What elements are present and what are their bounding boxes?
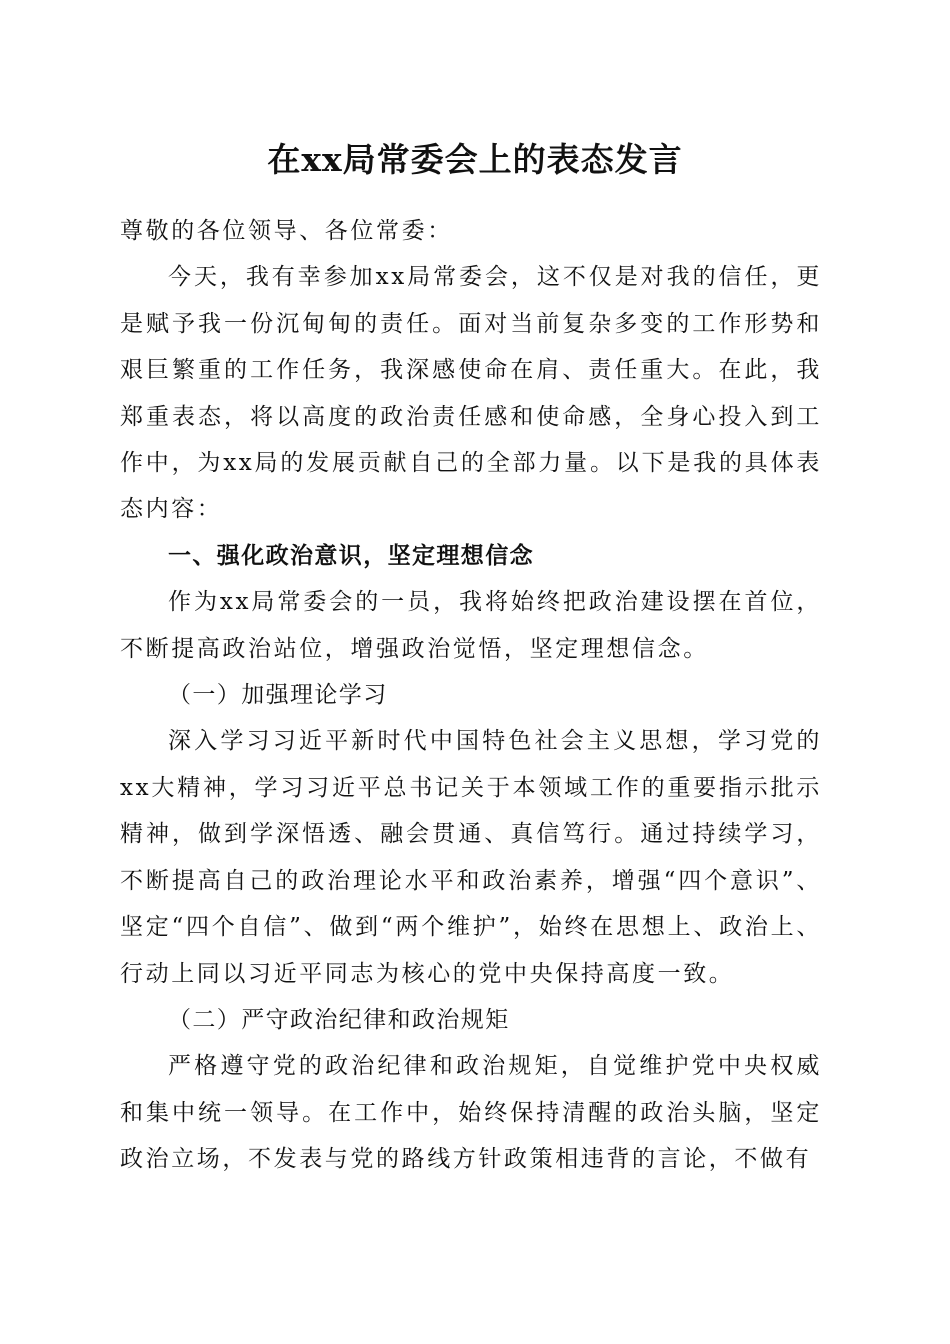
section-heading-1: 一、强化政治意识，坚定理想信念 bbox=[168, 542, 534, 569]
subsection-heading-1: （一）加强理论学习 bbox=[168, 682, 388, 709]
paragraph-section-1: 作为xx局常委会的一员，我将始终把政治建设摆在首位，不断提高政治站位，增强政治觉悟，坚定理想信念。 bbox=[120, 589, 822, 662]
paragraph-subsection-2: 严格遵守党的政治纪律和政治规矩，自觉维护党中央权威和集中统一领导。在工作中，始终保持清醒的政治头脑，坚定政治立场，不发表与党的路线方针政策相违背的言论，不做有 bbox=[120, 1053, 822, 1173]
document-title: 在xx局常委会上的表态发言 bbox=[267, 140, 683, 179]
paragraph-intro: 今天，我有幸参加xx局常委会，这不仅是对我的信任，更是赋予我一份沉甸甸的责任。面对当前复杂多变的工作形势和艰巨繁重的工作任务，我深感使命在肩、责任重大。在此，我郑重表态，将以高度的政治责任感和使命感，全身心投入到工作中，为xx局的发展贡献自己的全部力量。以下是我的具体表态内容： bbox=[120, 264, 822, 523]
subsection-heading-2: （二）严守政治纪律和政治规矩 bbox=[168, 1006, 510, 1033]
document-body bbox=[120, 208, 822, 1183]
paragraph-subsection-1: 深入学习习近平新时代中国特色社会主义思想，学习党的xx大精神，学习习近平总书记关于本领域工作的重要指示批示精神，做到学深悟透、融会贯通、真信笃行。通过持续学习，不断提高自己的政治理论水平和政治素养，增强“四个意识”、坚定“四个自信”、做到“两个维护”，始终在思想上、政治上、行动上同以习近平同志为核心的党中央保持高度一致。 bbox=[120, 728, 822, 987]
salutation: 尊敬的各位领导、各位常委： bbox=[120, 218, 453, 244]
